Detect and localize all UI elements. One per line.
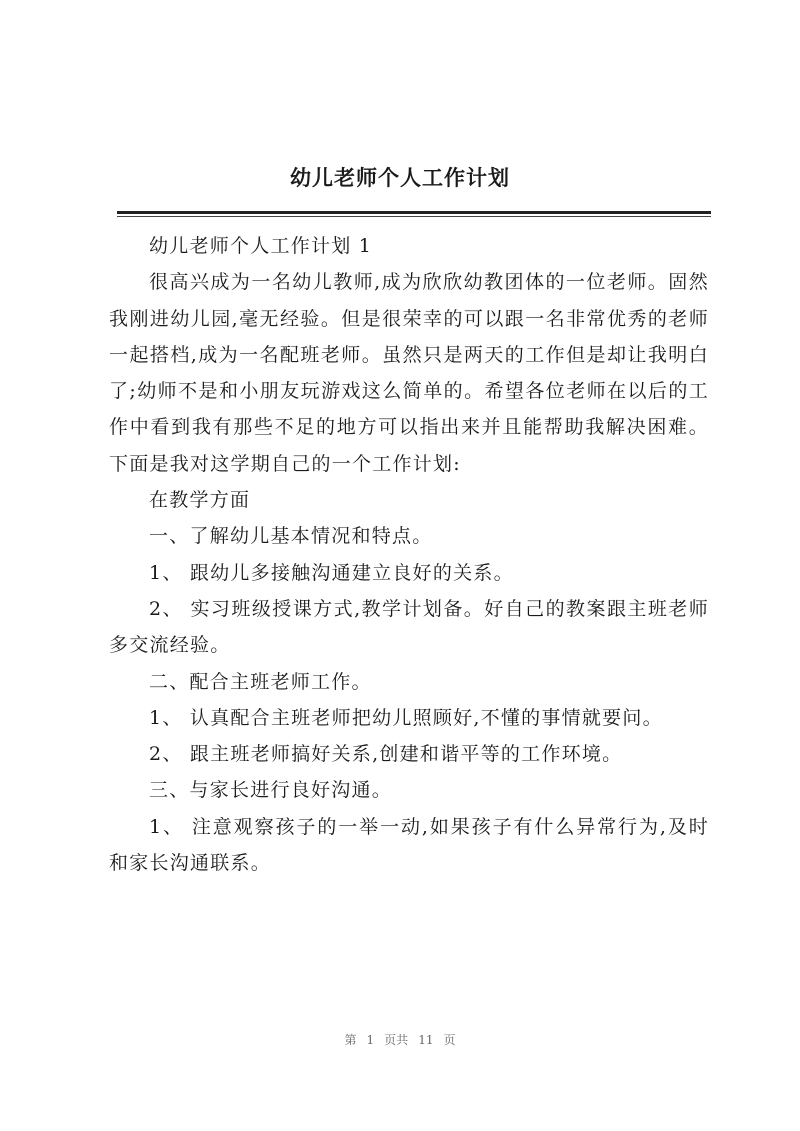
paragraph-item: 2、 跟主班老师搞好关系,创建和谐平等的工作环境。 [149, 743, 623, 766]
title-rule-thin [117, 216, 711, 217]
paragraph-item: 1、 注意观察孩子的一举一动,如果孩子有什么异常行为,及时和家长沟通联系。 [109, 815, 709, 875]
paragraph-item: 2、 实习班级授课方式,教学计划备。好自己的教案跟主班老师多交流经验。 [109, 597, 709, 657]
paragraph-section-two: 二、配合主班老师工作。 [149, 670, 372, 693]
paragraph-item: 1、 跟幼儿多接触沟通建立良好的关系。 [149, 561, 514, 584]
page-footer [0, 1030, 800, 1050]
footer-page-prefix: 第 [344, 1033, 357, 1047]
document-body [109, 228, 709, 881]
footer-page-suffix: 页 [443, 1033, 456, 1047]
paragraph-subtitle: 幼儿老师个人工作计划 1 [149, 235, 373, 257]
paragraph-section-three: 三、与家长进行良好沟通。 [149, 779, 393, 802]
paragraph-teaching-heading: 在教学方面 [149, 489, 251, 512]
footer-page-number: 1 [366, 1033, 375, 1047]
paragraph-section-one: 一、了解幼儿基本情况和特点。 [149, 525, 433, 548]
paragraph-intro: 很高兴成为一名幼儿教师,成为欣欣幼教团体的一位老师。固然我刚进幼儿园,毫无经验。但是很荣幸的可以跟一名非常优秀的老师一起搭档,成为一名配班老师。虽然只是两天的工作但是却让我明白了;幼师不是和小朋友玩游戏这么简单的。希望各位老师在以后的工作中看到我有那些不足的地方可以指出来并且能帮助我解决困难。下面是我对这学期自己的一个工作计划: [109, 271, 709, 475]
title-rule-thick [117, 211, 711, 214]
document-title: 幼儿老师个人工作计划 [290, 165, 510, 190]
paragraph-item: 1、 认真配合主班老师把幼儿照顾好,不懂的事情就要问。 [149, 706, 663, 729]
footer-page-middle: 页共 [384, 1033, 409, 1047]
footer-total-pages: 11 [418, 1033, 434, 1047]
